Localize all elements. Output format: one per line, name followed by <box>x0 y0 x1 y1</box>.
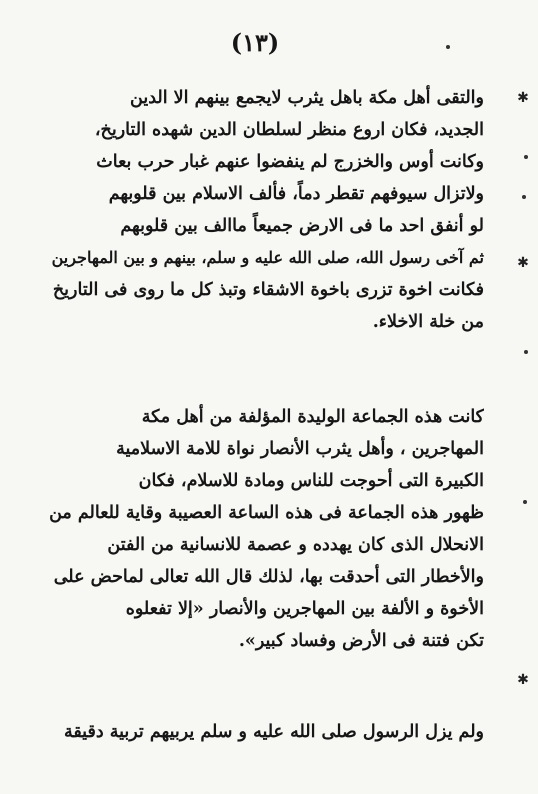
text-line: من خلة الاخلاء. <box>372 312 484 332</box>
text-line: ولاتزال سيوفهم تقطر دماً، فألف الاسلام بين قلوبهم <box>108 184 484 204</box>
text-line: لو أنفق احد ما فى الارض جميعاً ماالف بين قلوبهم <box>120 216 484 236</box>
scan-mark: ✱ <box>517 90 529 106</box>
text-line: الكبيرة التى أحوجت للناس ومادة للاسلام، فكان <box>138 471 484 491</box>
text-line: كانت هذه الجماعة الوليدة المؤلفة من أهل مكة <box>141 407 484 427</box>
text-line: تكن فتنة فى الأرض وفساد كبير». <box>238 631 484 651</box>
paragraph-2 <box>44 401 484 657</box>
text-line: فكانت اخوة تزرى باخوة الاشقاء وتبذ كل ما روى فى التاريخ <box>52 280 484 300</box>
text-line: ولم يزل الرسول صلى الله عليه و سلم يربيهم تربية دقيقة <box>63 722 484 742</box>
paragraph-1 <box>44 82 484 338</box>
text-line: وكانت أوس والخزرج لم ينفضوا عنهم غبار حرب بعاث <box>96 152 484 172</box>
paragraph-3 <box>44 716 484 748</box>
scan-dot <box>524 155 528 159</box>
scan-dot <box>524 350 528 354</box>
scan-dot <box>446 45 450 49</box>
text-line: ثم آخى رسول الله، صلى الله عليه و سلم، بينهم و بين المهاجرين <box>51 248 484 267</box>
scan-mark: ✱ <box>517 672 529 688</box>
text-line: الأخوة و الألفة بين المهاجرين والأنصار «إلا تفعلوه <box>125 599 484 619</box>
text-line: ظهور هذه الجماعة فى هذه الساعة العصيبة وقاية للعالم من <box>49 503 484 523</box>
page-number: (١٣) <box>230 28 280 57</box>
text-line: والأخطار التى أحدقت بها، لذلك قال الله تعالى لماحض على <box>53 567 484 587</box>
text-line: والتقى أهل مكة باهل يثرب لايجمع بينهم الا الدين <box>130 88 484 108</box>
scan-dot <box>522 195 526 199</box>
scan-mark: ✱ <box>517 255 529 271</box>
scan-dot <box>523 500 527 504</box>
text-line: المهاجرين ، وأهل يثرب الأنصار نواة للامة الاسلامية <box>116 439 484 459</box>
text-line: الجديد، فكان اروع منظر لسلطان الدين شهده التاريخ، <box>94 120 484 140</box>
text-line: الانحلال الذى كان يهدده و عصمة للانسانية من الفتن <box>107 535 484 555</box>
